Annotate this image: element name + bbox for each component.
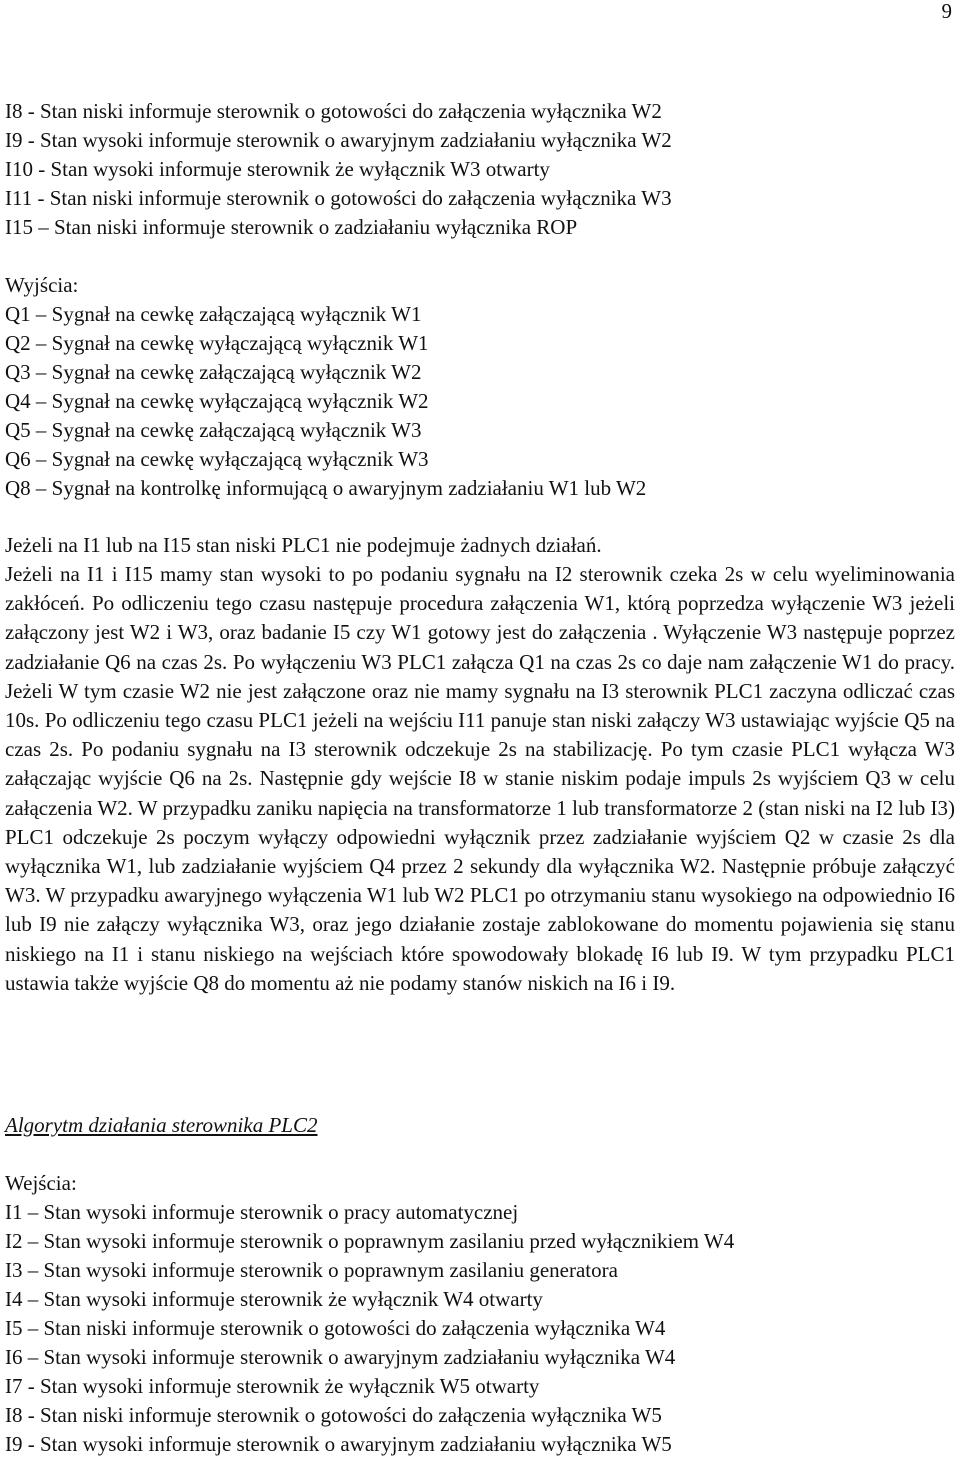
section-heading-text: Algorytm działania sterownika PLC2 <box>5 1113 318 1137</box>
plc2-input-line-i3: I3 – Stan wysoki informuje sterownik o poprawnym zasilaniu generatora <box>5 1258 618 1282</box>
input-line-i15: I15 – Stan niski informuje sterownik o zadziałaniu wyłącznika ROP <box>5 215 578 239</box>
output-line-q3: Q3 – Sygnał na cewkę załączającą wyłącznik W2 <box>5 360 422 384</box>
output-line-q5: Q5 – Sygnał na cewkę załączającą wyłącznik W3 <box>5 418 422 442</box>
description-paragraph: Jeżeli na I1 i I15 mamy stan wysoki to po podaniu sygnału na I2 sterownik czeka 2s w celu wyeliminowania zakłóceń. Po odliczeniu tego czasu następuje procedura załączenia W1, którą poprzedza wyłączenie W3 jeżeli załączony jest W2 i W3, oraz badanie I5 czy W1 gotowy jest do załączenia . Wyłączenie W3 następuje poprzez zadziałanie Q6 na czas 2s. Po wyłączeniu W3 PLC1 załącza Q1 na czas 2s co daje nam załączenie W1 do pracy. Jeżeli W tym czasie W2 nie jest załączone oraz nie mamy sygnału na I3 sterownik PLC1 zaczyna odliczać czas 10s. Po odliczeniu tego czasu PLC1 jeżeli na wejściu I11 panuje stan niski załączy W3 ustawiając wyjście Q5 na czas 2s. Po podaniu sygnału na I3 sterownik odczekuje 2s na stabilizację. Po tym czasie PLC1 wyłącza W3 załączając wyjście Q6 na 2s. Następnie gdy wejście I8 w stanie niskim podaje impuls 2s wyjściem Q3 w celu załączenia W2. W przypadku zaniku napięcia na transformatorze 1 lub transformatorze 2 (stan niski na I2 lub I3) PLC1 odczekuje 2s poczym wyłączy odpowiedni wyłącznik przez zadziałanie wyjściem Q2 w czasie 2s dla wyłącznika W1, lub zadziałanie wyjściem Q4 przez 2 sekundy dla wyłącznika W2. Następnie próbuje załączyć W3. W przypadku awaryjnego wyłączenia W1 lub W2 PLC1 po otrzymaniu stanu wysokiego na odpowiednio I6 lub I9 nie załączy wyłącznika W3, oraz jego działanie zostaje zablokowane do momentu pojawienia się stanu niskiego na I1 i stanu niskiego na wejściach które spowodowały blokadę I6 lub I9. W tym przypadku PLC1 ustawia także wyjście Q8 do momentu aż nie podamy stanów niskich na I6 i I9. <box>5 562 955 995</box>
plc2-input-line-i1: I1 – Stan wysoki informuje sterownik o pracy automatycznej <box>5 1200 519 1224</box>
plc1-algorithm-description <box>5 531 960 998</box>
plc2-inputs-section <box>5 1169 960 1459</box>
description-first-line: Jeżeli na I1 lub na I15 stan niski PLC1 nie podejmuje żadnych działań. <box>5 533 602 557</box>
output-line-q8: Q8 – Sygnał na kontrolkę informującą o awaryjnym zadziałaniu W1 lub W2 <box>5 476 647 500</box>
output-line-q1: Q1 – Sygnał na cewkę załączającą wyłącznik W1 <box>5 302 422 326</box>
output-line-q6: Q6 – Sygnał na cewkę wyłączającą wyłącznik W3 <box>5 447 429 471</box>
plc2-input-line-i8: I8 - Stan niski informuje sterownik o gotowości do załączenia wyłącznika W5 <box>5 1403 662 1427</box>
input-line-i9: I9 - Stan wysoki informuje sterownik o awaryjnym zadziałaniu wyłącznika W2 <box>5 128 672 152</box>
plc2-input-line-i2: I2 – Stan wysoki informuje sterownik o poprawnym zasilaniu przed wyłącznikiem W4 <box>5 1229 735 1253</box>
plc2-input-line-i5: I5 – Stan niski informuje sterownik o gotowości do załączenia wyłącznika W4 <box>5 1316 666 1340</box>
plc2-input-line-i6: I6 – Stan wysoki informuje sterownik o awaryjnym zadziałaniu wyłącznika W4 <box>5 1345 676 1369</box>
plc2-section-heading <box>5 1111 960 1140</box>
plc2-input-line-i7: I7 - Stan wysoki informuje sterownik że wyłącznik W5 otwarty <box>5 1374 540 1398</box>
page-number: 9 <box>941 0 952 23</box>
output-line-q2: Q2 – Sygnał na cewkę wyłączającą wyłącznik W1 <box>5 331 429 355</box>
plc1-inputs-continued-list <box>5 97 960 242</box>
plc2-input-line-i9: I9 - Stan wysoki informuje sterownik o awaryjnym zadziałaniu wyłącznika W5 <box>5 1432 672 1456</box>
outputs-heading: Wyjścia: <box>5 273 79 297</box>
input-line-i11: I11 - Stan niski informuje sterownik o gotowości do załączenia wyłącznika W3 <box>5 186 672 210</box>
plc2-input-line-i4: I4 – Stan wysoki informuje sterownik że wyłącznik W4 otwarty <box>5 1287 543 1311</box>
plc2-inputs-heading: Wejścia: <box>5 1171 77 1195</box>
input-line-i8: I8 - Stan niski informuje sterownik o gotowości do załączenia wyłącznika W2 <box>5 99 662 123</box>
plc1-outputs-section <box>5 271 960 503</box>
output-line-q4: Q4 – Sygnał na cewkę wyłączającą wyłącznik W2 <box>5 389 429 413</box>
input-line-i10: I10 - Stan wysoki informuje sterownik że wyłącznik W3 otwarty <box>5 157 550 181</box>
